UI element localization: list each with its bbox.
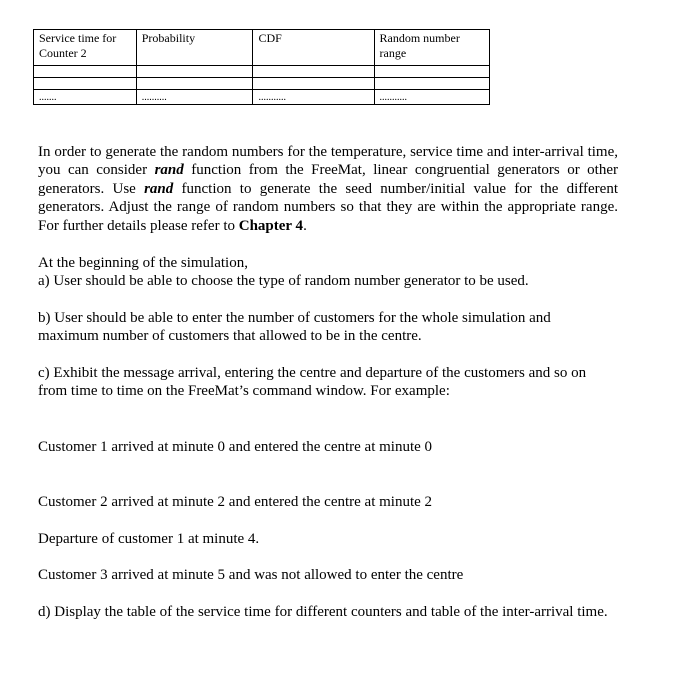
example-line-2: Customer 2 arrived at minute 2 and entered the centre at minute 2 <box>38 494 433 510</box>
item-d: d) Display the table of the service time for different counters and table of the inter-arrival time. <box>38 604 608 620</box>
paragraph-text: function from the FreeMat, linear congruential generators or other generators. Use <box>38 162 619 197</box>
example-line-4: Customer 3 arrived at minute 5 and was not allowed to enter the centre <box>38 567 464 583</box>
table-row <box>34 66 490 78</box>
table-cell: ........... <box>253 90 374 105</box>
example-line-1: Customer 1 arrived at minute 0 and entered the centre at minute 0 <box>38 439 433 455</box>
table-cell <box>34 66 137 78</box>
paragraph-text: function to generate the seed number/initial value for the different generators. Adjust the range of random numbers so that they are within the appropriate range. For further details please refer to <box>38 180 618 234</box>
rand-keyword: rand <box>154 162 184 179</box>
table-row-dots <box>34 90 490 105</box>
item-a: a) User should be able to choose the type of random number generator to be used. <box>38 273 529 289</box>
paragraph-text: In order to generate the random numbers for the temperature, service time and inter-arrival time, you can consider <box>38 144 618 179</box>
simulation-start-text: At the beginning of the simulation, <box>38 255 248 271</box>
header-random-range: Random number range <box>374 30 489 66</box>
table-cell <box>136 66 253 78</box>
table-cell: .......... <box>136 90 253 105</box>
header-cdf: CDF <box>253 30 374 66</box>
item-b: b) User should be able to enter the number of customers for the whole simulation and maximum number of customers that allowed to be in the centre. <box>38 310 551 345</box>
paragraph-text: . <box>303 217 307 234</box>
table-cell <box>374 66 489 78</box>
table-cell <box>136 78 253 90</box>
chapter-reference: Chapter 4 <box>238 217 304 234</box>
table-cell <box>34 78 137 90</box>
rand-keyword: rand <box>144 180 174 197</box>
item-c: c) Exhibit the message arrival, entering the centre and departure of the customers and so on from time to time on the FreeMat’s command window. For example: <box>38 365 587 400</box>
table-cell: ........... <box>374 90 489 105</box>
random-number-paragraph <box>38 143 618 235</box>
table-header-row <box>34 30 490 66</box>
table-row <box>34 78 490 90</box>
header-probability: Probability <box>136 30 253 66</box>
table-cell <box>253 78 374 90</box>
table-cell <box>374 78 489 90</box>
table-cell: ....... <box>34 90 137 105</box>
table-cell <box>253 66 374 78</box>
example-line-3: Departure of customer 1 at minute 4. <box>38 531 260 547</box>
service-time-table <box>33 29 490 105</box>
header-service-time: Service time for Counter 2 <box>34 30 137 66</box>
